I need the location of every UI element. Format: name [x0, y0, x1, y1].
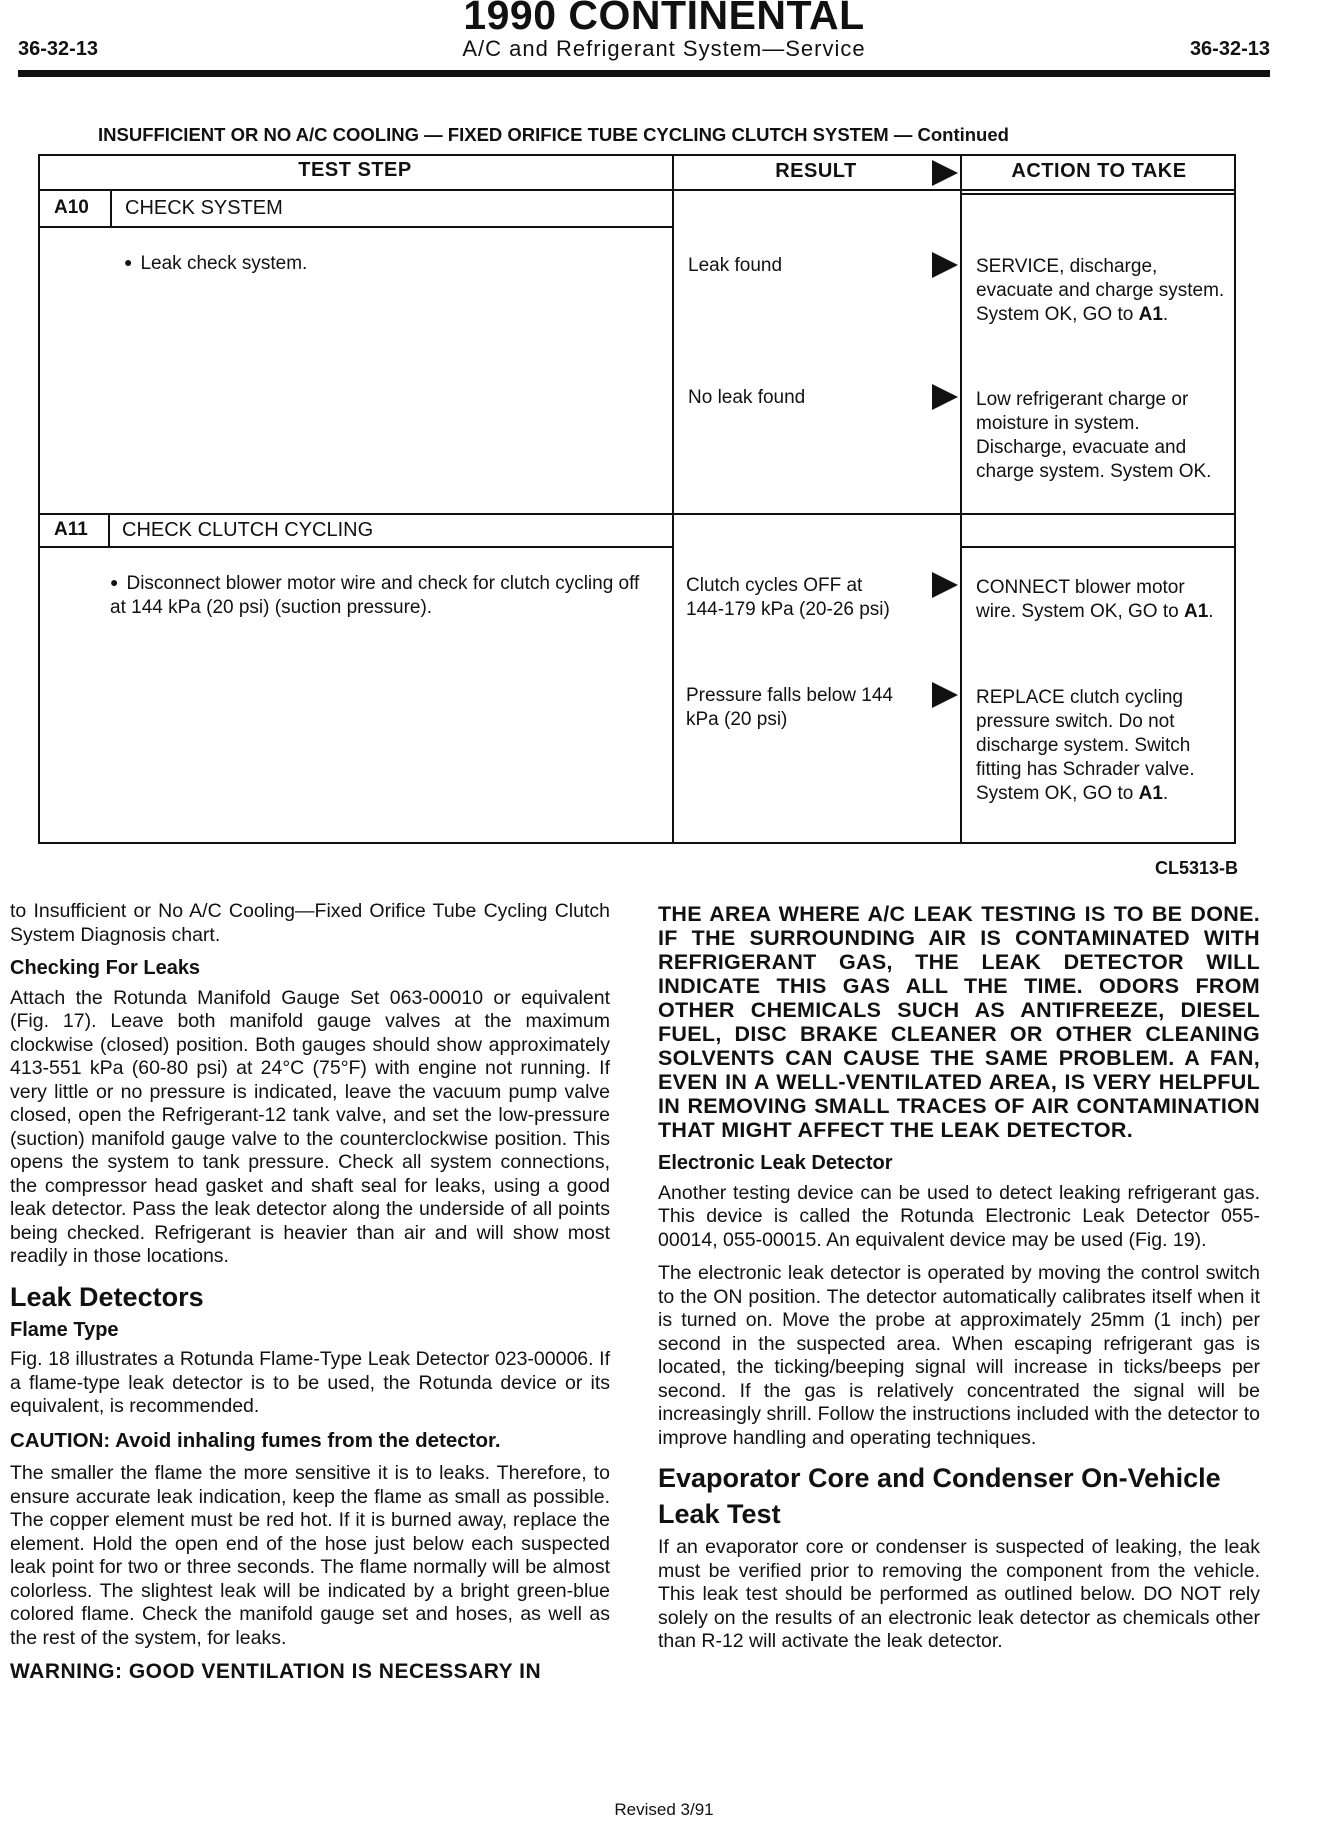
page-number-left: 36-32-13	[18, 38, 99, 60]
step-a10-instruction: ● Leak check system.	[124, 252, 644, 276]
flame-type-heading: Flame Type	[10, 1318, 119, 1341]
right-column	[658, 902, 1260, 1664]
electronic-detector-heading: Electronic Leak Detector	[658, 1152, 893, 1174]
leak-detectors-heading: Leak Detectors	[10, 1281, 204, 1312]
a10-result-1: Leak found	[688, 255, 783, 276]
step-a11-title: CHECK CLUTCH CYCLING	[122, 519, 374, 541]
flame-type-paragraph-2: The smaller the flame the more sensitive it is to leaks. Therefore, to ensure accurate leak indication, keep the flame as small as possible. The copper element must be red hot. If it is burned away, replace the element. Hold the open end of the hose just below each suspected leak point for two or three seconds. The flame normally will be almost colorless. The slightest leak will be indicated by a bright green-blue colored flame. Check the manifold gauge set and hoses, as well as the rest of the system, for leaks.	[10, 1462, 610, 1649]
flame-type-paragraph: Fig. 18 illustrates a Rotunda Flame-Type Leak Detector 023-00006. If a flame-type leak detector is to be used, the Rotunda device or its equivalent, is recommended.	[10, 1348, 610, 1417]
a11-id-divider	[108, 514, 110, 547]
chart-reference-id: CL5313-B	[1154, 858, 1238, 878]
header-rule	[18, 70, 1270, 77]
step-a10-id: A10	[54, 197, 89, 218]
electronic-detector-paragraph: Another testing device can be used to detect leaking refrigerant gas. This device is called the Rotunda Electronic Leak Detector 055-00014, 055-00015. An equivalent device may be used (Fig. 19).	[658, 1181, 1260, 1251]
a10-title-rule	[38, 226, 674, 228]
step-a11-instruction: ● Disconnect blower motor wire and check for clutch cycling off at 144 kPa (20 psi) (suction pressure).	[110, 572, 650, 620]
a11-top-rule	[38, 513, 1236, 515]
page-number-right: 36-32-13	[1189, 38, 1270, 60]
a11-action-2: REPLACE clutch cycling pressure switch. Do not discharge system. Switch fitting has Schrader valve. System OK, GO to A1.	[976, 687, 1195, 804]
revision-note: Revised 3/91	[614, 1800, 714, 1819]
column-header-action: ACTION TO TAKE	[1011, 160, 1187, 182]
step-a10-title: CHECK SYSTEM	[125, 197, 283, 219]
a10-action-top-rule	[960, 193, 1236, 195]
a11-action-1: CONNECT blower motor wire. System OK, GO to A1.	[976, 577, 1214, 622]
electronic-detector-paragraph-2: The electronic leak detector is operated by moving the control switch to the ON position. The detector automatically calibrates itself when it is turned on. Move the probe at approximately 25mm (1 inch) per second in the suspected area. When escaping refrigerant gas is located, the ticking/beeping signal will increase in ticks/beeps per second. If the gas is relatively concentrated the signal will be increasingly shrill. Follow the instructions included with the detector to improve handling and operating techniques.	[658, 1262, 1260, 1449]
warning-text: WARNING: GOOD VENTILATION IS NECESSARY IN	[10, 1660, 542, 1683]
evaporator-leak-test-heading: Evaporator Core and Condenser On-Vehicle Leak Test	[658, 1463, 1221, 1529]
column-header-test-step: TEST STEP	[298, 159, 412, 181]
a11-title-rule	[38, 546, 674, 548]
a11-result-2: Pressure falls below 144 kPa (20 psi)	[686, 685, 893, 730]
a11-action-top-rule	[960, 546, 1236, 548]
a10-action-2: Low refrigerant charge or moisture in system. Discharge, evacuate and charge system. System OK.	[976, 389, 1212, 482]
step-a11-id: A11	[54, 519, 88, 540]
intro-paragraph: to Insufficient or No A/C Cooling—Fixed Orifice Tube Cycling Clutch System Diagnosis chart.	[10, 900, 610, 946]
evaporator-leak-test-paragraph: If an evaporator core or condenser is suspected of leaking, the leak must be verified prior to removing the component from the vehicle. This leak test should be performed as outlined below. DO NOT rely solely on the results of an electronic leak detector as chemicals other than R-12 will activate the leak detector.	[658, 1536, 1260, 1652]
chart-heading: INSUFFICIENT OR NO A/C COOLING — FIXED ORIFICE TUBE CYCLING CLUTCH SYSTEM — Continued	[98, 124, 1009, 145]
arrow-icon	[932, 682, 958, 708]
checking-leaks-paragraph: Attach the Rotunda Manifold Gauge Set 063-00010 or equivalent (Fig. 17). Leave both manifold gauge valves at the maximum clockwise (closed) position. Both gauges should show approximately 413-551 kPa (60-80 psi) at 24°C (75°F) with engine not running. If very little or no pressure is indicated, leave the vacuum pump valve closed, open the Refrigerant-12 tank valve, and set the low-pressure (suction) manifold gauge valve to the counterclockwise position. This opens the system to tank pressure. Check all system connections, the compressor head gasket and shaft seal for leaks, using a good leak detector. Pass the leak detector along the underside of all points being checked. Refrigerant is heavier than air and will show most readily in those locations.	[10, 986, 610, 1267]
document-subtitle: A/C and Refrigerant System—Service	[462, 36, 866, 61]
arrow-icon	[932, 160, 958, 186]
col-divider-2	[960, 154, 962, 844]
arrow-icon	[932, 252, 958, 278]
left-column	[10, 900, 610, 1690]
a11-result-1: Clutch cycles OFF at 144-179 kPa (20-26 psi)	[686, 575, 890, 620]
checking-leaks-heading: Checking For Leaks	[10, 957, 201, 979]
warning-continued: THE AREA WHERE A/C LEAK TESTING IS TO BE DONE. IF THE SURROUNDING AIR IS CONTAMINATED WITH REFRIGERANT GAS, THE LEAK DETECTOR WILL INDICATE THIS GAS ALL THE TIME. ODORS FROM OTHER CHEMICALS SUCH AS ANTIFREEZE, DIESEL FUEL, DISC BRAKE CLEANER OR OTHER CLEANING SOLVENTS CAN CAUSE THE SAME PROBLEM. A FAN, EVEN IN A WELL-VENTILATED AREA, IS VERY HELPFUL IN REMOVING SMALL TRACES OF AIR CONTAMINATION THAT MIGHT AFFECT THE LEAK DETECTOR.	[658, 902, 1260, 1142]
arrow-icon	[932, 384, 958, 410]
a10-id-divider	[110, 190, 112, 227]
caution-text: CAUTION: Avoid inhaling fumes from the detector.	[10, 1428, 501, 1452]
arrow-icon	[932, 572, 958, 598]
document-title: 1990 CONTINENTAL	[463, 0, 865, 38]
col-divider-1	[672, 154, 674, 844]
header-row-rule	[38, 189, 1236, 191]
column-header-result: RESULT	[775, 160, 857, 182]
a10-result-2: No leak found	[688, 387, 806, 408]
a10-action-1: SERVICE, discharge, evacuate and charge system. System OK, GO to A1.	[976, 256, 1225, 325]
